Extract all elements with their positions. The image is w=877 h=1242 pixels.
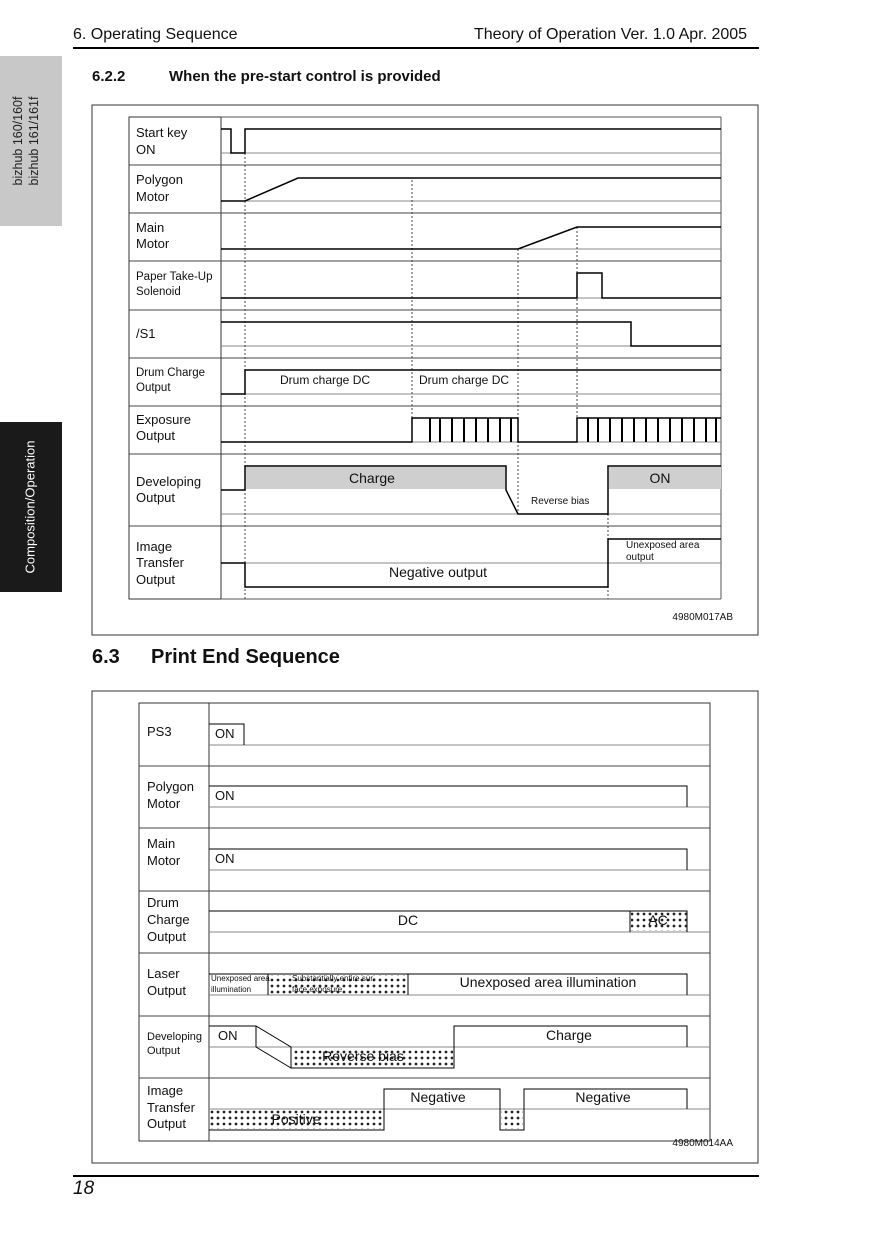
row-label-polygon-1: Polygon: [136, 172, 183, 187]
signal-main-motor: [209, 849, 687, 870]
signal-drum-charge: [209, 911, 687, 932]
row-label-developing-1: Developing: [147, 1031, 203, 1043]
page-number: 18: [73, 1178, 95, 1199]
row-label-drum-charge-1: Drum Charge: [136, 367, 206, 379]
section-number: 6.3: [92, 646, 120, 668]
row-label-start-key-2: ON: [136, 142, 156, 157]
row-label-polygon-2: Motor: [147, 796, 181, 811]
chapter-tab-label: Composition/Operation: [22, 440, 38, 574]
chart-frame: [139, 703, 710, 1141]
row-label-main-motor-2: Motor: [136, 236, 170, 251]
label-negative-2: Negative: [575, 1089, 631, 1105]
row-label-image-transfer-3: Output: [136, 572, 176, 587]
label-unexposed-illum-1: Unexposed area: [211, 974, 270, 983]
label-ac: AC: [648, 912, 668, 928]
row-label-image-transfer-1: Image: [147, 1083, 184, 1098]
row-label-laser-1: Laser: [147, 966, 180, 981]
label-main-on: ON: [215, 851, 235, 866]
row-label-image-transfer-2: Transfer: [147, 1100, 195, 1115]
row-label-laser-2: Output: [147, 983, 187, 998]
row-label-developing-2: Output: [147, 1045, 181, 1057]
label-positive: Positive: [271, 1111, 321, 1127]
row-label-image-transfer-3: Output: [147, 1116, 187, 1131]
row-label-s1: /S1: [136, 326, 156, 341]
section-title: Print End Sequence: [151, 646, 340, 668]
row-label-drum-charge-2: Output: [136, 382, 171, 394]
label-dc: DC: [397, 912, 419, 928]
row-label-drum-charge-3: Output: [147, 929, 187, 944]
model-tab-line-2: bizhub 161/161f: [27, 96, 41, 186]
figure-id: 4980M017AB: [672, 612, 733, 623]
row-label-start-key-1: Start key: [136, 125, 188, 140]
row-label-paper-takeup-1: Paper Take-Up: [136, 271, 213, 283]
row-label-main-motor-2: Motor: [147, 853, 181, 868]
running-header-doc: Theory of Operation Ver. 1.0 Apr. 2005: [474, 26, 748, 43]
label-polygon-on: ON: [215, 788, 235, 803]
row-label-paper-takeup-2: Solenoid: [136, 286, 181, 298]
label-charge: Charge: [349, 470, 395, 486]
label-developing-on: ON: [218, 1028, 238, 1043]
label-ps3-on: ON: [215, 726, 235, 741]
row-label-main-motor-1: Main: [136, 220, 165, 235]
section-title: When the pre-start control is provided: [169, 68, 441, 85]
label-negative-output: Negative output: [388, 564, 488, 580]
row-label-drum-charge-2: Charge: [147, 912, 190, 927]
signal-developing-slope-2: [256, 1047, 291, 1068]
label-developing-charge: Charge: [546, 1027, 592, 1043]
model-tab-line-1: bizhub 160/160f: [11, 96, 25, 186]
signal-polygon: [209, 786, 687, 807]
label-unexposed-area-1: Unexposed area: [626, 540, 700, 551]
signal-waveforms: [209, 724, 687, 1130]
footer-rule: [73, 1175, 759, 1177]
label-substantially-2: face exposure: [292, 985, 343, 994]
row-label-polygon-1: Polygon: [147, 779, 194, 794]
row-label-exposure-2: Output: [136, 428, 176, 443]
section-number: 6.2.2: [92, 68, 126, 85]
row-label-exposure-1: Exposure: [136, 412, 191, 427]
label-drum-charge-dc-2: Drum charge DC: [419, 373, 510, 387]
label-reverse-bias: Reverse bias: [322, 1048, 404, 1064]
row-label-main-motor-1: Main: [147, 836, 176, 851]
row-label-image-transfer-1: Image: [136, 539, 173, 554]
row-label-polygon-2: Motor: [136, 189, 170, 204]
running-header-section: 6. Operating Sequence: [73, 26, 238, 43]
row-label-developing-2: Output: [136, 490, 176, 505]
label-unexposed-illumination: Unexposed area illumination: [459, 974, 637, 990]
row-label-ps3: PS3: [147, 724, 172, 739]
label-negative-1: Negative: [410, 1089, 466, 1105]
row-label-image-transfer-2: Transfer: [136, 555, 184, 570]
label-substantially-1: Substantially entire sur-: [292, 974, 376, 983]
label-reverse-bias: Reverse bias: [531, 496, 590, 507]
label-unexposed-area-2: output: [626, 552, 654, 563]
label-unexposed-illum-2: illumination: [211, 985, 252, 994]
label-drum-charge-dc-1: Drum charge DC: [280, 373, 371, 387]
row-label-developing-1: Developing: [136, 474, 202, 489]
figure-id: 4980M014AA: [672, 1138, 733, 1149]
label-on: ON: [649, 470, 671, 486]
row-label-drum-charge-1: Drum: [147, 895, 179, 910]
